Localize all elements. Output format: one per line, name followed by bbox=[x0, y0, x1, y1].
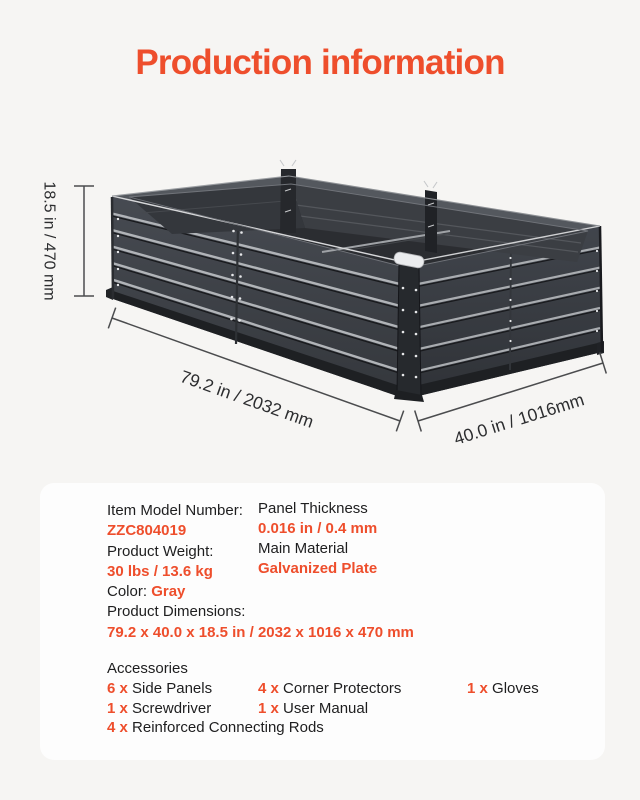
width-dimension-label: 40.0 in / 1016mm bbox=[451, 389, 587, 449]
product-weight-value: 30 lbs / 13.6 kg bbox=[107, 562, 213, 580]
length-dimension-label: 79.2 in / 2032 mm bbox=[177, 366, 317, 432]
accessory-item: 1 x Screwdriver bbox=[107, 699, 212, 717]
item-model-number-label: Item Model Number: bbox=[107, 502, 243, 519]
page-title: Production information bbox=[135, 43, 505, 82]
height-dimension-label: 18.5 in / 470 mm bbox=[40, 181, 58, 301]
accessories-row bbox=[107, 718, 587, 738]
item-model-number-value: ZZC804019 bbox=[107, 522, 187, 540]
color-value: Gray bbox=[151, 583, 186, 601]
accessories-section bbox=[107, 659, 587, 738]
accessory-item: 1 x User Manual bbox=[258, 699, 369, 717]
product-weight-label: Product Weight: bbox=[107, 542, 214, 560]
accessory-item: 1 x Gloves bbox=[467, 679, 539, 697]
accessories-row bbox=[107, 679, 587, 699]
panel-thickness-value: 0.016 in / 0.4 mm bbox=[258, 520, 378, 537]
accessories-title: Accessories bbox=[107, 660, 188, 677]
spec-card bbox=[40, 483, 605, 760]
color-row bbox=[107, 582, 414, 602]
corner-post bbox=[394, 264, 424, 402]
spec-column-right bbox=[258, 499, 377, 579]
accessory-item: 4 x Corner Protectors bbox=[258, 679, 402, 697]
height-dimension-line bbox=[74, 186, 94, 296]
product-dimensions-value: 79.2 x 40.0 x 18.5 in / 2032 x 1016 x 470 mm bbox=[107, 623, 414, 641]
main-material-value: Galvanized Plate bbox=[258, 560, 378, 577]
accessories-row bbox=[107, 699, 587, 719]
garden-bed-illustration bbox=[106, 160, 604, 402]
accessory-item: 4 x Reinforced Connecting Rods bbox=[107, 719, 324, 737]
panel-thickness-label: Panel Thickness bbox=[258, 500, 368, 517]
main-material-label: Main Material bbox=[258, 540, 349, 557]
accessory-item: 6 x Side Panels bbox=[107, 679, 213, 697]
color-label: Color: bbox=[107, 583, 148, 601]
product-dimensions-label: Product Dimensions: bbox=[107, 603, 246, 621]
